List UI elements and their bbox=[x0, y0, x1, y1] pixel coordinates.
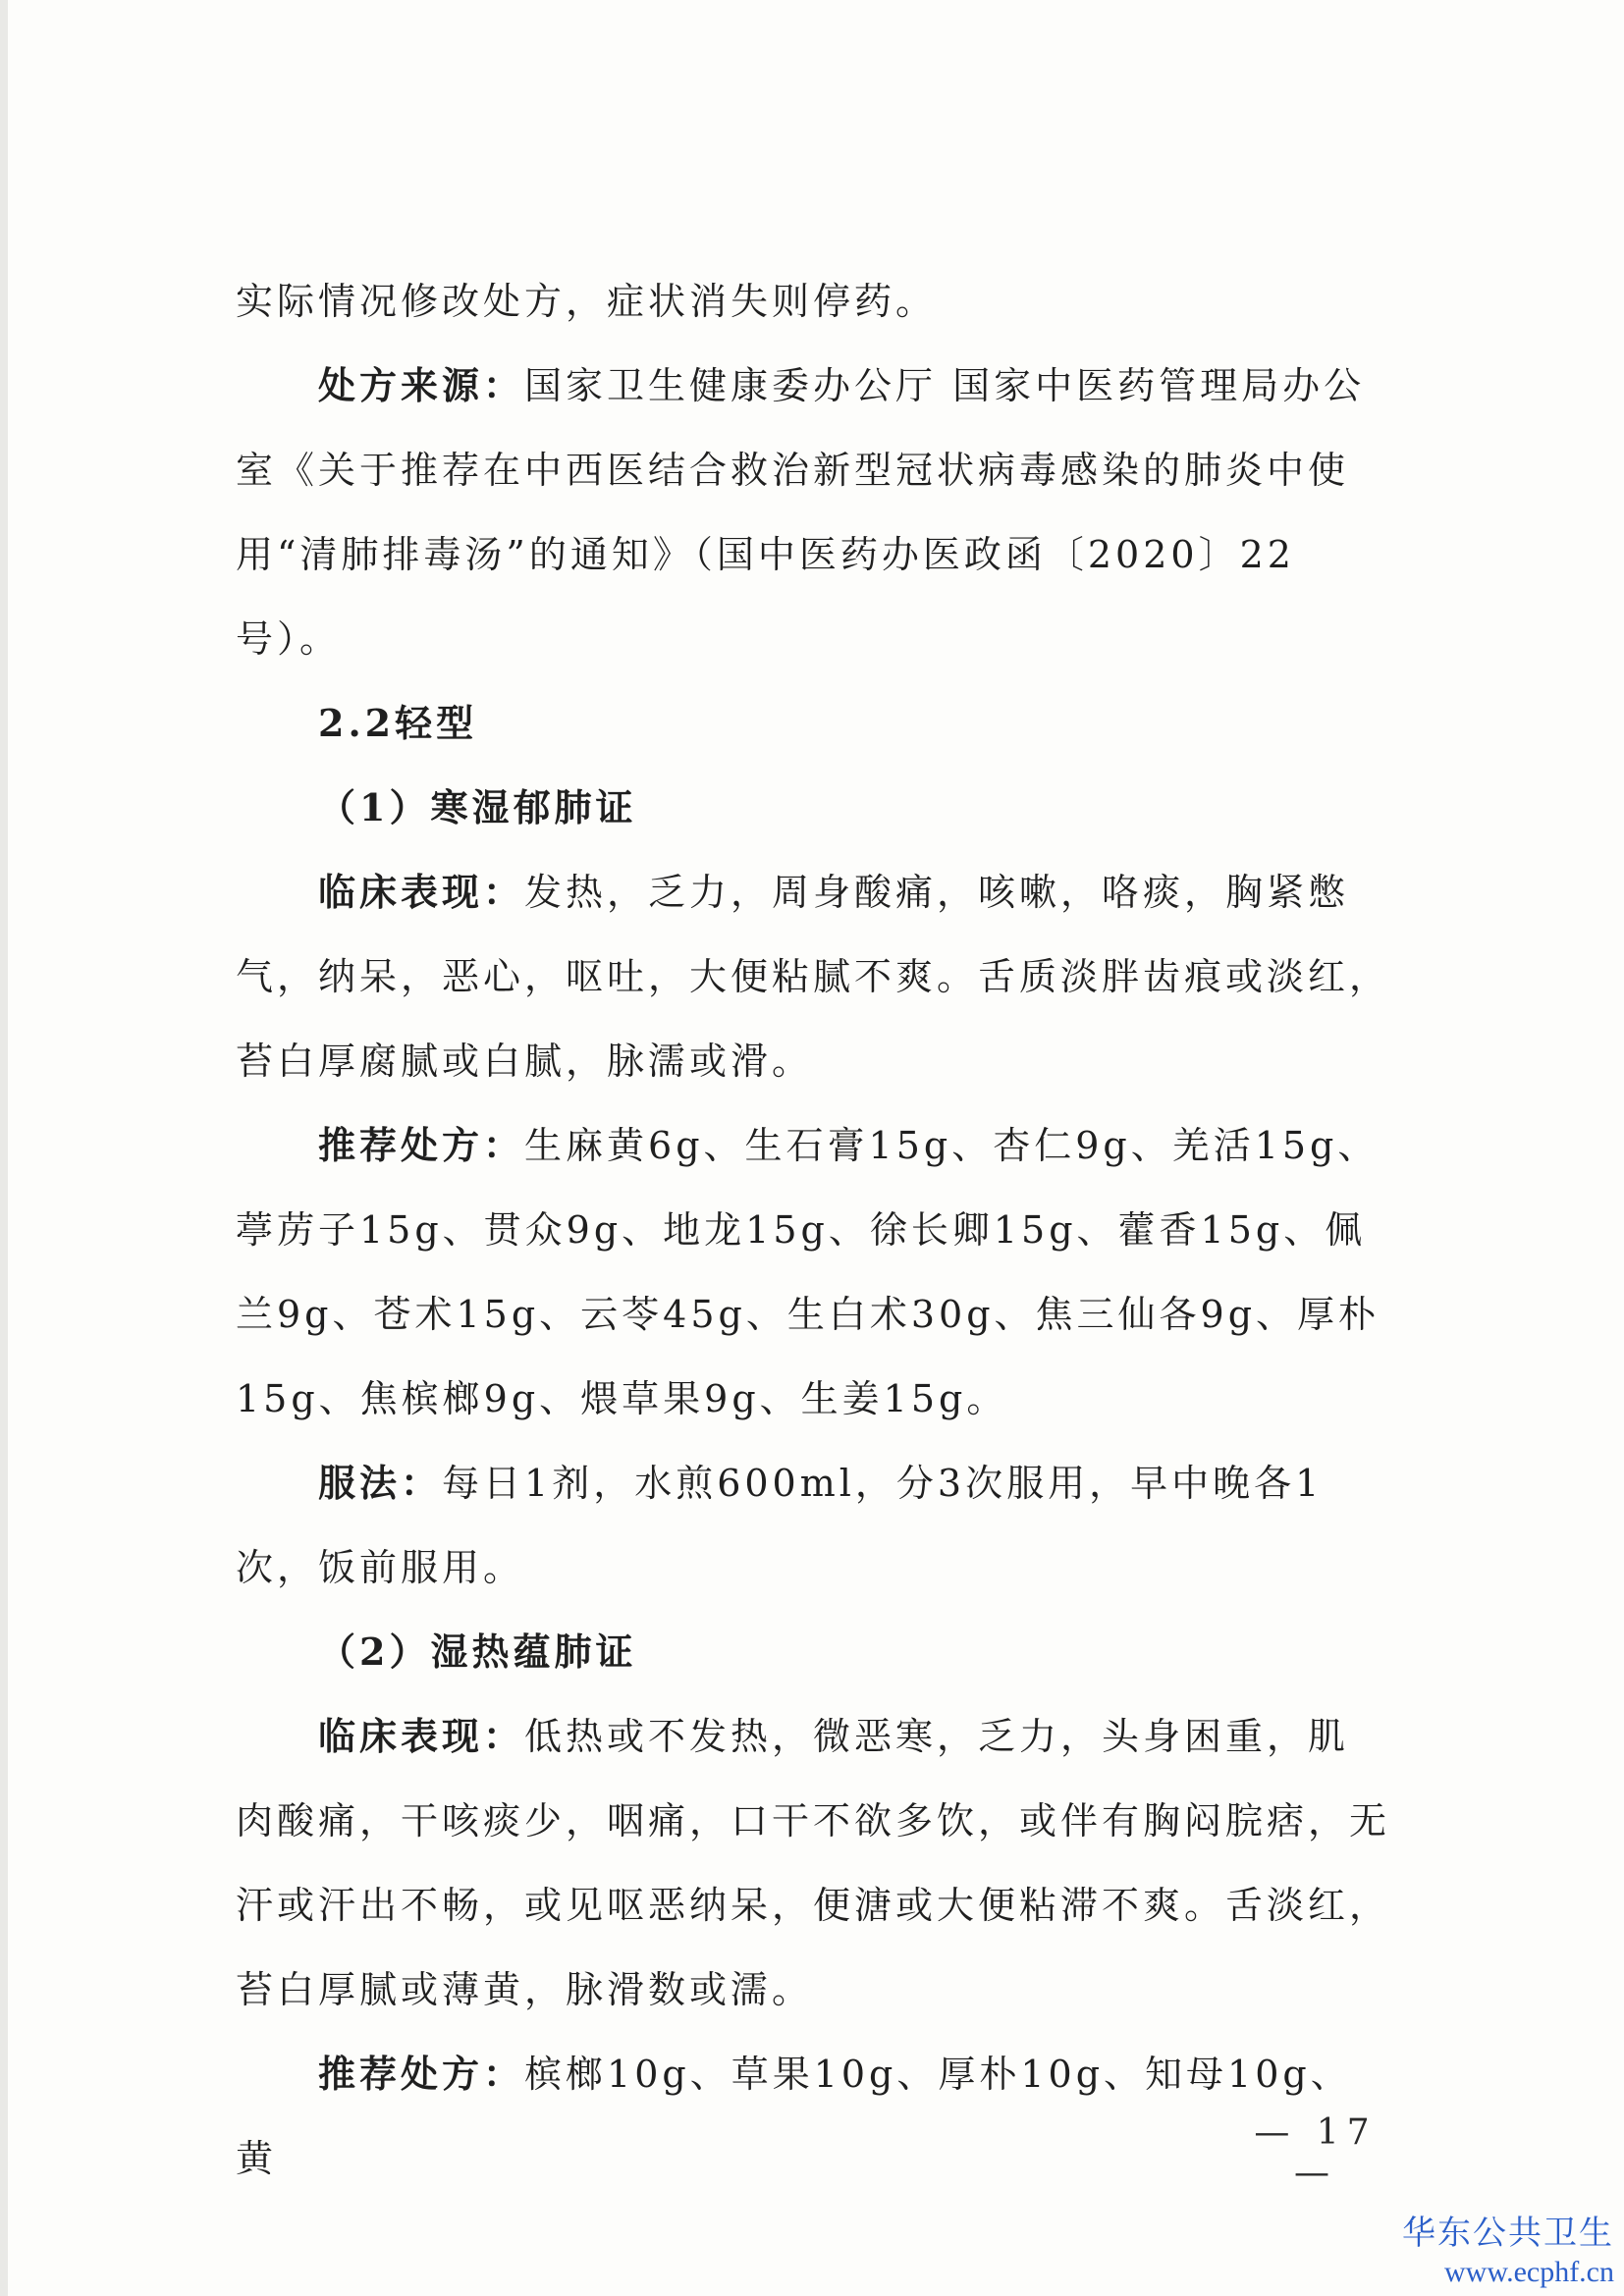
clinical-text-1: 发热，乏力，周身酸痛，咳嗽，咯痰，胸紧憋气，纳呆，恶心，呕吐，大便粘腻不爽。舌质淡胖齿痕或淡红，苔白厚腐腻或白腻，脉濡或滑。 bbox=[236, 871, 1391, 1083]
watermark-url: www.ecphf.cn bbox=[1444, 2256, 1614, 2288]
usage-1 bbox=[236, 1441, 1390, 1610]
subsection-title-1: （1）寒湿郁肺证 bbox=[318, 785, 637, 829]
prescription-source-text: 国家卫生健康委办公厅 国家中医药管理局办公室《关于推荐在中西医结合救治新型冠状病毒感染的肺炎中使用“清肺排毒汤”的通知》（国中医药办医政函〔2020〕22号）。 bbox=[236, 364, 1366, 661]
prescription-label-2: 推荐处方： bbox=[318, 2052, 525, 2096]
paragraph-prescription-source bbox=[236, 344, 1390, 681]
prescription-source-label: 处方来源： bbox=[318, 363, 525, 407]
recommended-prescription-2 bbox=[236, 2032, 1390, 2201]
prescription-text-2: 槟榔10g、草果10g、厚朴10g、知母10g、黄 bbox=[236, 2053, 1352, 2180]
clinical-manifestation-1 bbox=[236, 850, 1390, 1103]
clinical-label-2: 临床表现： bbox=[318, 1714, 525, 1758]
usage-text-1: 每日1剂，水煎600ml，分3次服用，早中晚各1次，饭前服用。 bbox=[236, 1462, 1324, 1589]
recommended-prescription-1 bbox=[236, 1103, 1390, 1441]
scan-edge bbox=[0, 0, 8, 2296]
paragraph-continuation: 实际情况修改处方，症状消失则停药。 bbox=[236, 280, 938, 323]
clinical-manifestation-2 bbox=[236, 1694, 1390, 2032]
usage-label-1: 服法： bbox=[318, 1461, 443, 1505]
clinical-label-1: 临床表现： bbox=[318, 870, 525, 914]
page-number: — 17 — bbox=[1254, 2112, 1378, 2193]
watermark-title: 华东公共卫生 bbox=[1402, 2216, 1614, 2252]
watermark bbox=[1402, 2214, 1614, 2290]
subsection-title-2: （2）湿热蕴肺证 bbox=[318, 1629, 637, 1674]
section-title: 2.2轻型 bbox=[318, 701, 478, 745]
clinical-text-2: 低热或不发热，微恶寒，乏力，头身困重，肌肉酸痛，干咳痰少，咽痛，口干不欲多饮，或伴有胸闷脘痞，无汗或汗出不畅，或见呕恶纳呆，便溏或大便粘滞不爽。舌淡红，苔白厚腻或薄黄，脉滑数或濡。 bbox=[236, 1715, 1391, 2011]
document-body bbox=[236, 259, 1390, 2201]
prescription-label-1: 推荐处方： bbox=[318, 1123, 525, 1167]
prescription-text-1: 生麻黄6g、生石膏15g、杏仁9g、羌活15g、葶苈子15g、贯众9g、地龙15g、徐长卿15g、藿香15g、佩兰9g、苍术15g、云苓45g、生白术30g、焦三仙各9g、厚朴15g、焦槟榔9g、煨草果9g、生姜15g。 bbox=[236, 1124, 1380, 1420]
